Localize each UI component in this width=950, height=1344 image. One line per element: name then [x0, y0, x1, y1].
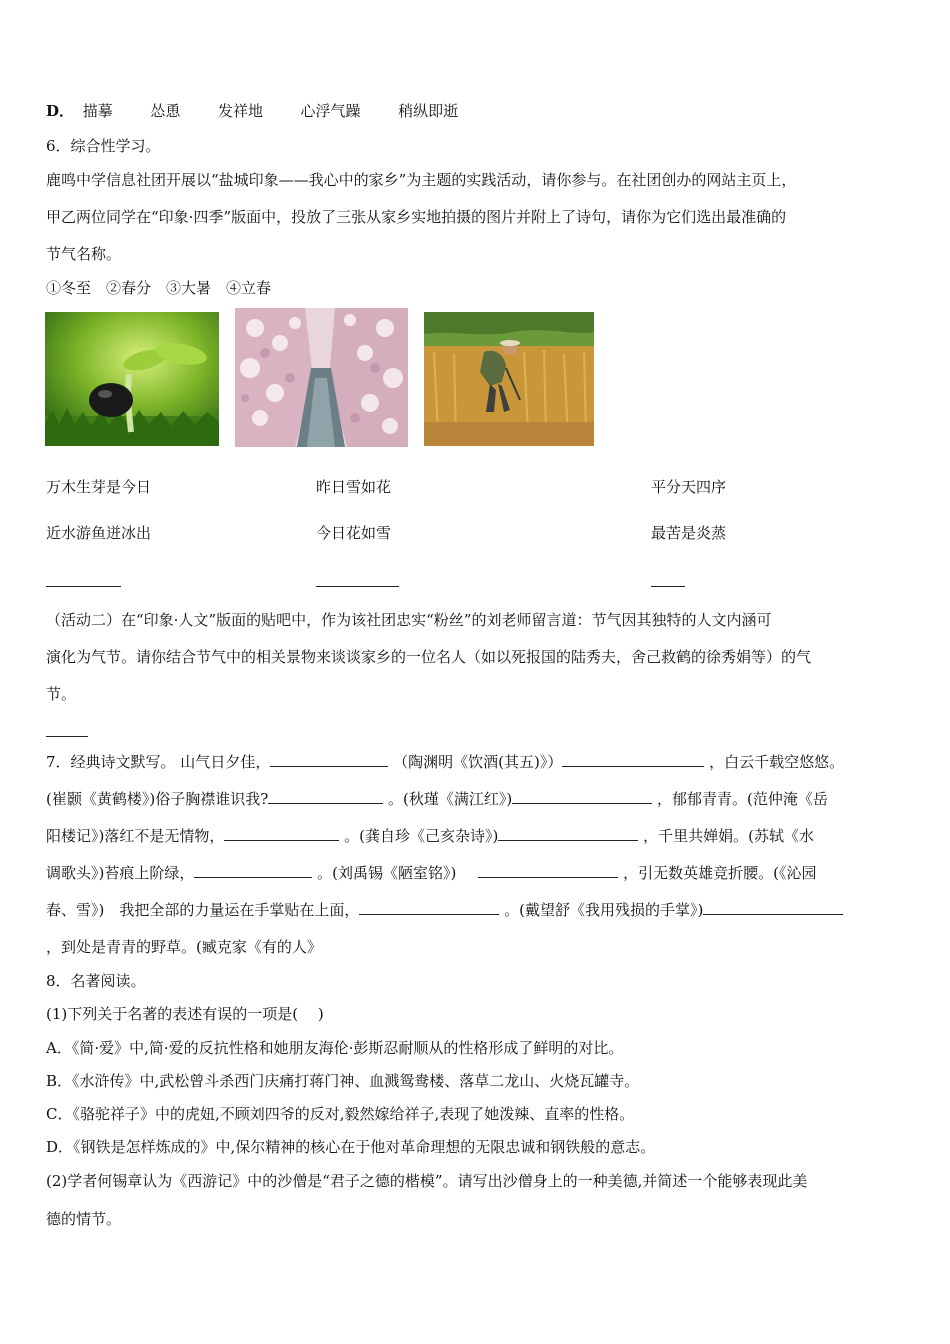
q6-activity2: （活动二）在“印象·人文”版面的贴吧中，作为该社团忠实“粉丝”的刘老师留言道：节气因其独特的人文内涵可 — [46, 611, 772, 629]
q7-text: (崔颢《黄鹤楼》)俗子胸襟谁识我? — [46, 790, 269, 808]
poem-2-line-2: 今日花如雪 — [316, 524, 392, 542]
q6-intro: 甲乙两位同学在“印象·四季”版面中，投放了三张从家乡实地拍摄的图片并附上了诗句，请你为它们选出最准确的 — [46, 208, 787, 226]
q6-intro: 鹿鸣中学信息社团开展以“盐城印象——我心中的家乡”为主题的实践活动，请你参与。在社团创办的网站主页上， — [46, 171, 797, 189]
q7-text: 阳楼记》)落红不是无情物， — [46, 827, 225, 845]
q7-text: ，千里共婵娟。(苏轼《水 — [643, 827, 814, 845]
q7-text: 。(秋瑾《满江红》) — [388, 790, 513, 808]
q7-text: ，白云千载空悠悠。 — [709, 753, 845, 771]
q7-blank[interactable] — [224, 826, 339, 841]
q8-sub2: 德的情节。 — [46, 1210, 122, 1228]
q7-text: 调歌头》)苔痕上阶绿， — [46, 864, 195, 882]
poem-2-line-1: 昨日雪如花 — [316, 478, 392, 496]
q7-line-2 — [46, 789, 828, 809]
activity2-answer-blank[interactable] — [46, 735, 88, 737]
q7-blank[interactable] — [512, 789, 652, 804]
q7-text: 。(戴望舒《我用残损的手掌》) — [504, 901, 704, 919]
q7-blank[interactable] — [562, 752, 704, 767]
q6-heading: 6．综合性学习。 — [46, 137, 161, 155]
q8-choice-d[interactable]: D．《钢铁是怎样炼成的》中,保尔精神的核心在于他对革命理想的无限忠诚和钢铁般的意志。 — [46, 1138, 656, 1156]
q6-activity2: 节。 — [46, 685, 77, 703]
poem-2-answer-blank[interactable] — [316, 585, 399, 587]
q5-word: 心浮气躁 — [300, 102, 361, 120]
wheat-harvest-image — [424, 312, 594, 446]
q7-text: 。(龚自珍《己亥杂诗》) — [344, 827, 499, 845]
q5-word: 发祥地 — [217, 102, 263, 120]
q7-blank[interactable] — [194, 863, 312, 878]
poem-1-line-2: 近水游鱼迸冰出 — [46, 524, 152, 542]
q7-blank[interactable] — [270, 752, 388, 767]
q7-line-4 — [46, 863, 817, 883]
q5-word: 稍纵即逝 — [398, 102, 459, 120]
cherry-blossom-image — [235, 308, 408, 447]
q7-line-3 — [46, 826, 814, 846]
q7-blank[interactable] — [498, 826, 638, 841]
q7-line-5 — [46, 900, 843, 920]
q7-line-1 — [46, 752, 844, 772]
q7-text: 春、雪》) 我把全部的力量运在手掌贴在上面， — [46, 901, 360, 919]
q7-blank[interactable] — [268, 789, 383, 804]
poem-1-line-1: 万木生芽是今日 — [46, 478, 152, 496]
q6-intro: 节气名称。 — [46, 245, 122, 263]
q7-text: ，郁郁青青。(范仲淹《岳 — [657, 790, 828, 808]
q5-option-label: D． — [46, 102, 75, 120]
q7-text: 。(刘禹锡《陋室铭》) — [317, 864, 457, 882]
q7-text: （陶渊明《饮酒(其五)》） — [393, 753, 563, 771]
q5-word: 描摹 — [82, 102, 113, 120]
sprout-image — [45, 312, 219, 446]
q7-text: ，引无数英雄竞折腰。(《沁园 — [623, 864, 817, 882]
poem-3-answer-blank[interactable] — [651, 585, 685, 587]
q7-line-6: ，到处是青青的野草。(臧克家《有的人》 — [46, 938, 322, 956]
q7-blank[interactable] — [703, 900, 843, 915]
q8-choice-c[interactable]: C．《骆驼祥子》中的虎妞,不顾刘四爷的反对,毅然嫁给祥子,表现了她泼辣、直率的性格。 — [46, 1105, 635, 1123]
q8-choice-a[interactable]: A．《简·爱》中,简·爱的反抗性格和她朋友海伦·彭斯忍耐顺从的性格形成了鲜明的对比。 — [46, 1039, 624, 1057]
q8-heading: 8．名著阅读。 — [46, 972, 146, 990]
q6-options: ①冬至 ②春分 ③大暑 ④立春 — [46, 279, 272, 297]
poem-1-answer-blank[interactable] — [46, 585, 121, 587]
q5-word: 怂恿 — [150, 102, 181, 120]
poem-3-line-1: 平分天四序 — [651, 478, 727, 496]
q8-sub2: (2)学者何锡章认为《西游记》中的沙僧是“君子之德的楷模”。请写出沙僧身上的一种美德,并简述一个能够表现此美 — [46, 1172, 808, 1190]
q7-text: 7．经典诗文默写。 山气日夕佳， — [46, 753, 271, 771]
q8-choice-b[interactable]: B．《水浒传》中,武松曾斗杀西门庆痛打蒋门神、血溅鸳鸯楼、落草二龙山、火烧瓦罐寺。 — [46, 1072, 640, 1090]
q5-option-d — [46, 101, 458, 121]
q7-blank[interactable] — [478, 863, 618, 878]
q8-sub1: (1)下列关于名著的表述有误的一项是( ) — [46, 1005, 324, 1023]
q6-activity2: 演化为气节。请你结合节气中的相关景物来谈谈家乡的一位名人（如以死报国的陆秀夫，舍己救鹤的徐秀娟等）的气 — [46, 648, 812, 666]
q7-blank[interactable] — [359, 900, 499, 915]
poem-3-line-2: 最苦是炎蒸 — [651, 524, 727, 542]
